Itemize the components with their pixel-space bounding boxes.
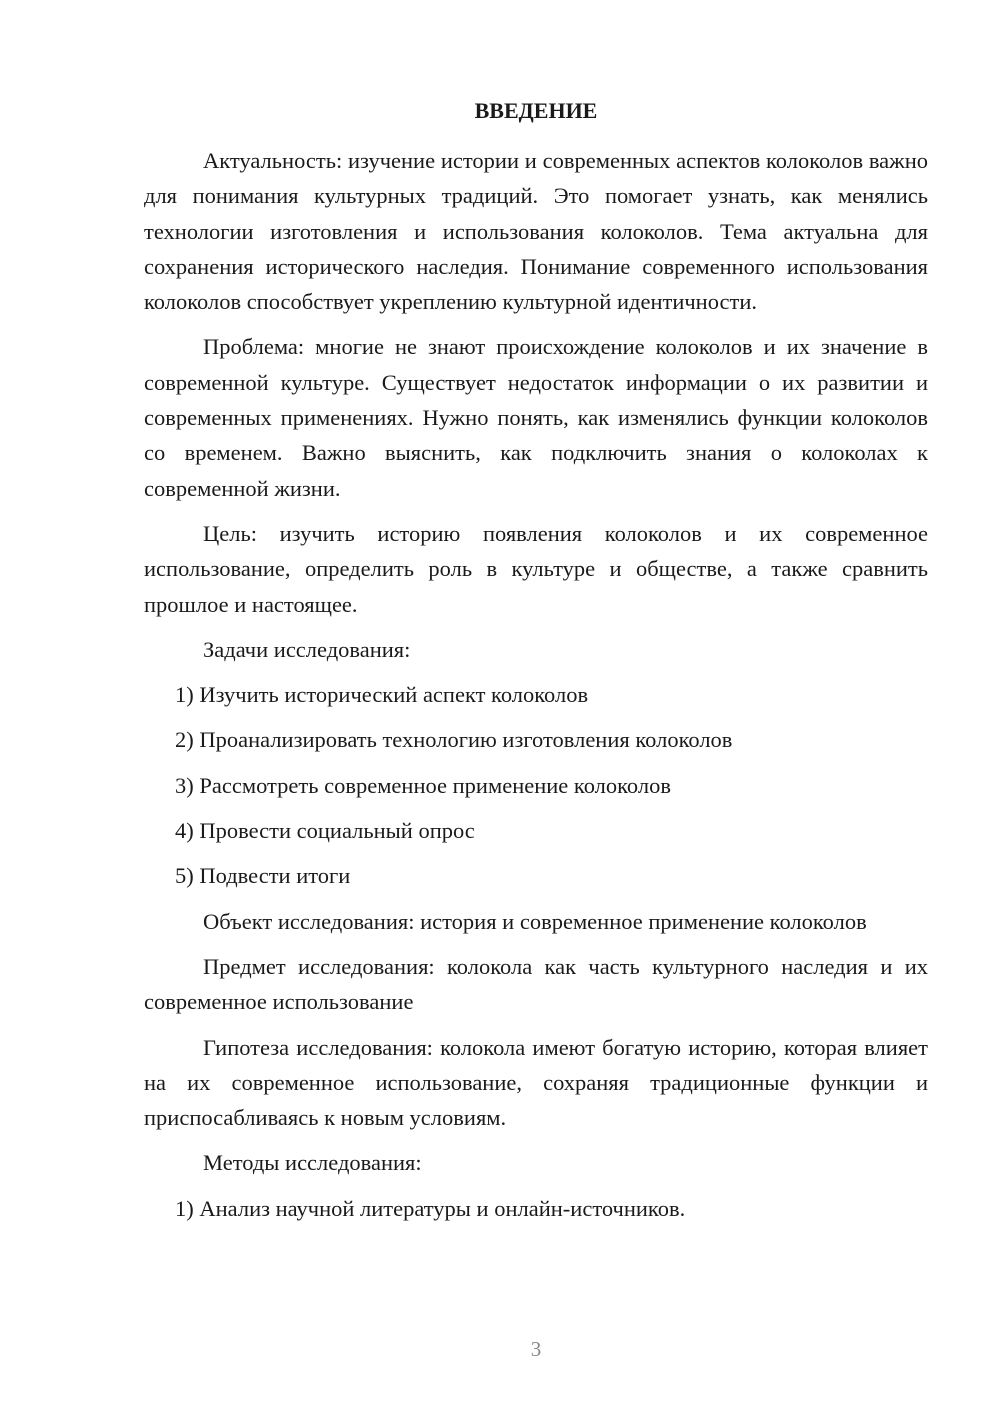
paragraph-relevance: Актуальность: изучение истории и современных аспектов колоколов важно для понимания культурных традиций. Это помогает узнать, как менялись технологии изготовления и использования колоколов. Тема актуальна для сохранения исторического наследия. Понимание современного использования колоколов способствует укреплению культурной идентичности. xyxy=(144,148,928,315)
document-body xyxy=(144,143,928,1236)
paragraph-subject: Предмет исследования: колокола как часть культурного наследия и их современное использование xyxy=(144,953,928,1015)
paragraph-object: Объект исследования: история и современное применение колоколов xyxy=(203,908,867,934)
section-heading: ВВЕДЕНИЕ xyxy=(474,98,598,123)
list-item: 1) Анализ научной литературы и онлайн-источников. xyxy=(175,1195,686,1221)
list-item: 5) Подвести итоги xyxy=(175,863,351,889)
paragraph-problem: Проблема: многие не знают происхождение колоколов и их значение в современной культуре. Существует недостаток информации о их развитии и современных применениях. Нужно понять, как изменялись функции колоколов со временем. Важно выяснить, как подключить знания о колоколах к современной жизни. xyxy=(144,334,928,501)
list-item: 2) Проанализировать технологию изготовления колоколов xyxy=(175,727,733,753)
list-item: 3) Рассмотреть современное применение колоколов xyxy=(175,772,671,798)
paragraph-tasks-heading: Задачи исследования: xyxy=(203,636,411,662)
paragraph-goal: Цель: изучить историю появления колоколов и их современное использование, определить роль в культуре и обществе, а также сравнить прошлое и настоящее. xyxy=(144,520,928,617)
page-number: 3 xyxy=(530,1337,542,1361)
paragraph-methods-heading: Методы исследования: xyxy=(203,1150,422,1176)
paragraph-hypothesis: Гипотеза исследования: колокола имеют богатую историю, которая влияет на их современное использование, сохраняя традиционные функции и приспосабливаясь к новым условиям. xyxy=(144,1034,928,1131)
list-item: 1) Изучить исторический аспект колоколов xyxy=(175,682,589,708)
list-item: 4) Провести социальный опрос xyxy=(175,818,475,844)
